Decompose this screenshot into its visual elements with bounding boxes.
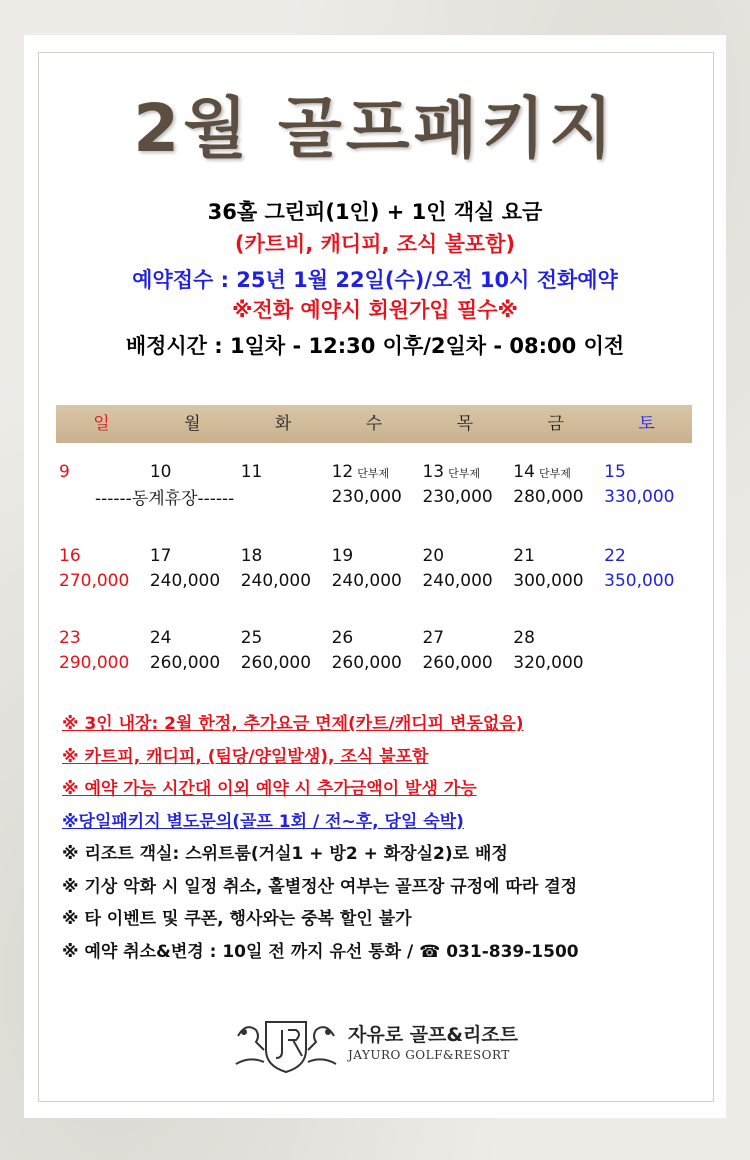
price: 280,000 bbox=[513, 487, 584, 507]
partial-tee-tag: 단부제 bbox=[357, 467, 390, 480]
date-number: 9 bbox=[59, 462, 70, 482]
calendar-cell bbox=[419, 459, 510, 509]
logo-english-name: JAYURO GOLF&RESORT bbox=[348, 1048, 510, 1062]
calendar-cell bbox=[238, 543, 329, 593]
day-header-saturday: 토 bbox=[638, 414, 655, 434]
price: 230,000 bbox=[331, 487, 402, 507]
calendar-cell bbox=[329, 459, 420, 509]
calendar-cell bbox=[329, 625, 420, 675]
calendar-cell bbox=[238, 459, 329, 509]
tee-time-info: 배정시간 : 1일차 - 12:30 이후/2일차 - 08:00 이전 bbox=[125, 334, 625, 358]
note-item: ※ 카트피, 캐디피, (팀당/양일발생), 조식 불포함 bbox=[62, 746, 429, 767]
price: 230,000 bbox=[422, 487, 493, 507]
date-number: 10 bbox=[149, 462, 172, 482]
crest-icon bbox=[230, 1012, 342, 1076]
calendar-cell bbox=[601, 543, 692, 593]
date-number: 15 bbox=[604, 462, 626, 482]
calendar-cell bbox=[56, 543, 147, 593]
note-item: ※ 예약 취소&변경 : 10일 전 까지 유선 통화 / ☎ 031-839-1500 bbox=[62, 941, 579, 962]
calendar-cell bbox=[238, 625, 329, 675]
date-number: 21 bbox=[513, 546, 535, 566]
calendar-cell bbox=[510, 625, 601, 675]
note-item: ※ 예약 가능 시간대 이외 예약 시 추가금액이 발생 가능 bbox=[62, 779, 477, 799]
exclusions-note: (카트비, 캐디피, 조식 불포함) bbox=[234, 232, 516, 256]
day-header-wednesday: 수 bbox=[365, 414, 383, 434]
day-header-friday: 금 bbox=[547, 414, 564, 434]
day-header-monday: 월 bbox=[184, 414, 201, 434]
day-header-thursday: 목 bbox=[456, 414, 474, 434]
partial-tee-tag: 단부제 bbox=[538, 467, 571, 480]
date-number: 18 bbox=[240, 546, 263, 566]
price: 260,000 bbox=[422, 653, 493, 673]
price: 300,000 bbox=[513, 571, 584, 591]
calendar-cell bbox=[601, 625, 692, 675]
date-number: 28 bbox=[513, 628, 535, 648]
resort-logo bbox=[230, 1012, 530, 1076]
note-item: ※ 기상 악화 시 일정 취소, 홀별정산 여부는 골프장 규정에 따라 결정 bbox=[62, 876, 578, 897]
calendar-week-3 bbox=[56, 625, 692, 675]
price: 290,000 bbox=[59, 653, 130, 673]
calendar-cell bbox=[510, 543, 601, 593]
date-number: 20 bbox=[422, 546, 445, 566]
price: 240,000 bbox=[149, 571, 221, 591]
calendar-cell bbox=[147, 625, 238, 675]
calendar-cell bbox=[419, 625, 510, 675]
note-item: ※ 3인 내장: 2월 한정, 추가요금 면제(카트/캐디피 변동없음) bbox=[62, 714, 524, 734]
date-number: 26 bbox=[331, 628, 354, 648]
date-number: 23 bbox=[59, 628, 81, 648]
price: 350,000 bbox=[604, 571, 675, 591]
price: 330,000 bbox=[604, 487, 675, 507]
logo-korean-name: 자유로 골프&리조트 bbox=[348, 1024, 519, 1046]
price: 240,000 bbox=[240, 571, 312, 591]
date-number: 14 bbox=[513, 462, 535, 482]
date-number: 19 bbox=[331, 546, 354, 566]
winter-closure-note: ------동계휴장------ bbox=[95, 489, 235, 509]
price: 260,000 bbox=[331, 653, 402, 673]
price: 260,000 bbox=[240, 653, 312, 673]
price: 320,000 bbox=[513, 653, 584, 673]
date-number: 17 bbox=[149, 546, 172, 566]
calendar-cell bbox=[419, 543, 510, 593]
date-number: 25 bbox=[240, 628, 263, 648]
calendar-cell bbox=[329, 543, 420, 593]
partial-tee-tag: 단부제 bbox=[448, 467, 480, 480]
date-number: 27 bbox=[422, 628, 445, 648]
price: 260,000 bbox=[149, 653, 221, 673]
calendar-cell bbox=[147, 543, 238, 593]
note-item: ※ 타 이벤트 및 쿠폰, 행사와는 중복 할인 불가 bbox=[62, 909, 412, 929]
price: 270,000 bbox=[59, 571, 130, 591]
calendar-cell bbox=[510, 459, 601, 509]
page-title: 2월 골프패키지 bbox=[133, 90, 617, 167]
note-item: ※당일패키지 별도문의(골프 1회 / 전~후, 당일 숙박) bbox=[62, 811, 464, 832]
date-number: 11 bbox=[240, 462, 263, 482]
day-header-sunday: 일 bbox=[93, 414, 110, 434]
calendar-header bbox=[56, 405, 692, 443]
date-number: 22 bbox=[604, 546, 626, 566]
price: 240,000 bbox=[331, 571, 402, 591]
note-item: ※ 리조트 객실: 스위트룸(거실1 + 방2 + 화장실2)로 배정 bbox=[62, 844, 508, 864]
reservation-info: 예약접수 : 25년 1월 22일(수)/오전 10시 전화예약 bbox=[132, 268, 618, 292]
package-description: 36홀 그린피(1인) + 1인 객실 요금 bbox=[207, 200, 543, 224]
day-header-tuesday: 화 bbox=[274, 414, 292, 434]
calendar-cell bbox=[56, 625, 147, 675]
calendar-week-2 bbox=[56, 543, 692, 593]
notes-list bbox=[62, 710, 579, 970]
calendar-cell bbox=[601, 459, 692, 509]
date-number: 13 bbox=[422, 462, 445, 482]
price: 240,000 bbox=[422, 571, 493, 591]
date-number: 24 bbox=[149, 628, 172, 648]
date-number: 16 bbox=[59, 546, 81, 566]
membership-note: ※전화 예약시 회원가입 필수※ bbox=[232, 298, 518, 322]
date-number: 12 bbox=[331, 462, 354, 482]
